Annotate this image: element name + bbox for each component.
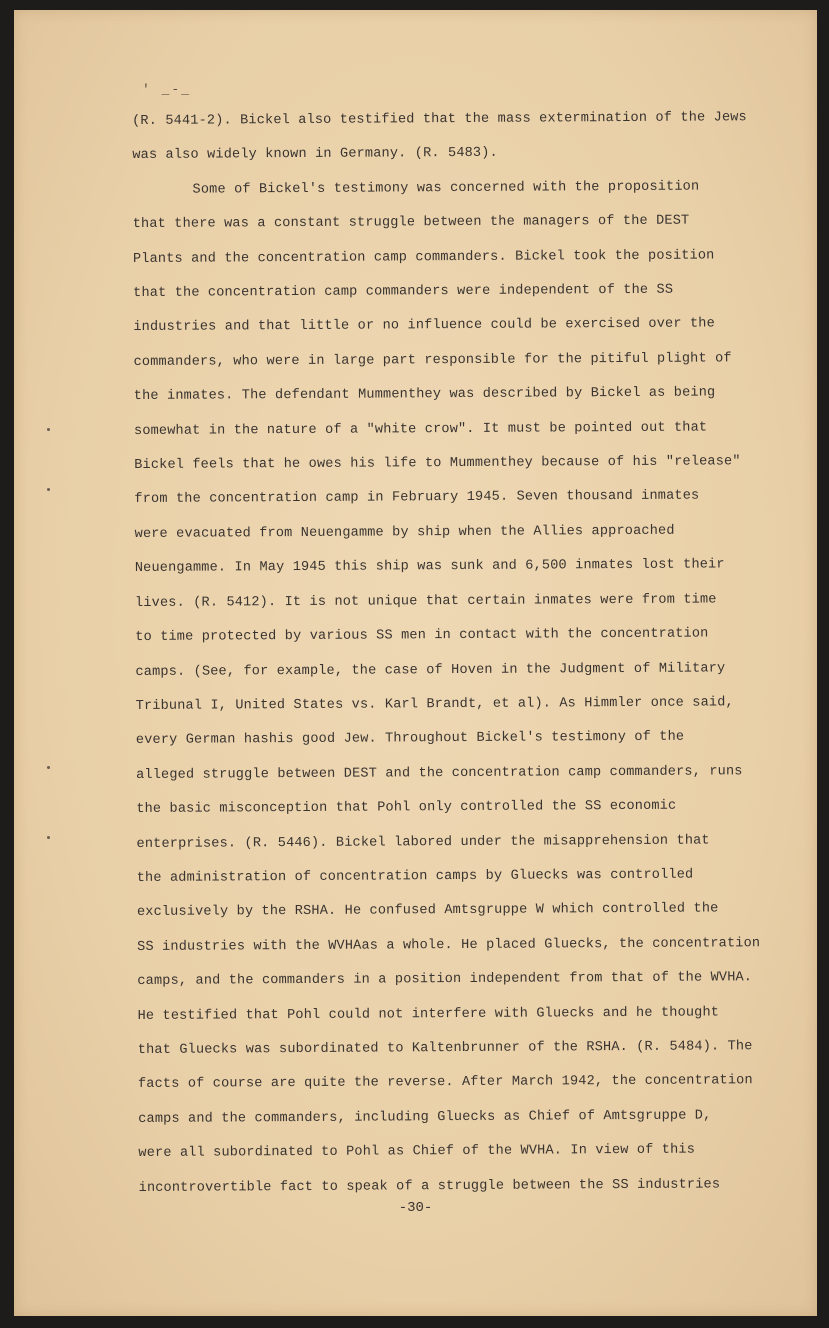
margin-mark	[47, 766, 50, 769]
text-line: (R. 5441-2). Bickel also testified that the mass extermination of the Jews	[132, 110, 747, 129]
document-page	[14, 10, 817, 1316]
margin-mark	[47, 428, 50, 431]
text-line: camps and the commanders, including Gluecks as Chief of Amtsgruppe D,	[138, 1108, 712, 1127]
text-line: camps. (See, for example, the case of Hoven in the Judgment of Military	[135, 660, 726, 680]
text-line: commanders, who were in large part responsible for the pitiful plight of	[133, 351, 732, 370]
text-line: Neuengamme. In May 1945 this ship was sunk and 6,500 inmates lost their	[134, 557, 725, 577]
text-line: that the concentration camp commanders were independent of the SS	[133, 282, 674, 302]
text-line: camps, and the commanders in a position independent from that of the WVHA.	[137, 970, 753, 990]
text-line: industries and that little or no influence could be exercised over the	[133, 316, 715, 336]
text-line: somewhat in the nature of a "white crow". It must be pointed out that	[133, 420, 708, 439]
margin-mark	[47, 488, 50, 491]
text-line: every German hashis good Jew. Throughout Bickel's testimony of the	[135, 729, 685, 749]
text-line: facts of course are quite the reverse. After March 1942, the concentration	[137, 1073, 753, 1093]
top-mark: ' _-_	[142, 82, 192, 97]
text-line: was also widely known in Germany. (R. 5483).	[132, 146, 498, 164]
margin-mark	[47, 836, 50, 839]
text-line: He testified that Pohl could not interfere with Gluecks and he thought	[137, 1004, 720, 1024]
document-body	[132, 101, 789, 1206]
paragraph-start-line: Some of Bickel's testimony was concerned with the proposition	[192, 179, 700, 198]
text-line: were all subordinated to Pohl as Chief of the WVHA. In view of this	[138, 1142, 696, 1162]
text-line: enterprises. (R. 5446). Bickel labored under the misapprehension that	[136, 833, 710, 852]
text-line: Bickel feels that he owes his life to Mummenthey because of his "release"	[134, 454, 741, 474]
text-line: SS industries with the WVHAas a whole. He placed Gluecks, the concentration	[137, 935, 761, 955]
text-line: were evacuated from Neuengamme by ship when the Allies approached	[134, 523, 675, 542]
page-number: -30-	[398, 1200, 433, 1216]
text-line: the basic misconception that Pohl only controlled the SS economic	[136, 798, 677, 818]
text-line: incontrovertible fact to speak of a struggle between the SS industries	[138, 1177, 721, 1196]
text-line: Plants and the concentration camp commanders. Bickel took the position	[132, 248, 715, 267]
text-line: alleged struggle between DEST and the concentration camp commanders, runs	[136, 764, 743, 783]
text-line: that there was a constant struggle between the managers of the DEST	[132, 213, 690, 233]
text-line: the inmates. The defendant Mummenthey was described by Bickel as being	[133, 385, 716, 405]
text-line: the administration of concentration camps by Gluecks was controlled	[136, 867, 694, 886]
text-line: lives. (R. 5412). It is not unique that certain inmates were from time	[134, 592, 717, 611]
text-line: Tribunal I, United States vs. Karl Brandt, et al). As Himmler once said,	[135, 695, 734, 714]
text-line: from the concentration camp in February 1945. Seven thousand inmates	[134, 489, 700, 508]
text-line: exclusively by the RSHA. He confused Amtsgruppe W which controlled the	[136, 901, 719, 921]
text-line: that Gluecks was subordinated to Kaltenbrunner of the RSHA. (R. 5484). The	[137, 1039, 753, 1058]
text-line: to time protected by various SS men in contact with the concentration	[135, 626, 709, 646]
